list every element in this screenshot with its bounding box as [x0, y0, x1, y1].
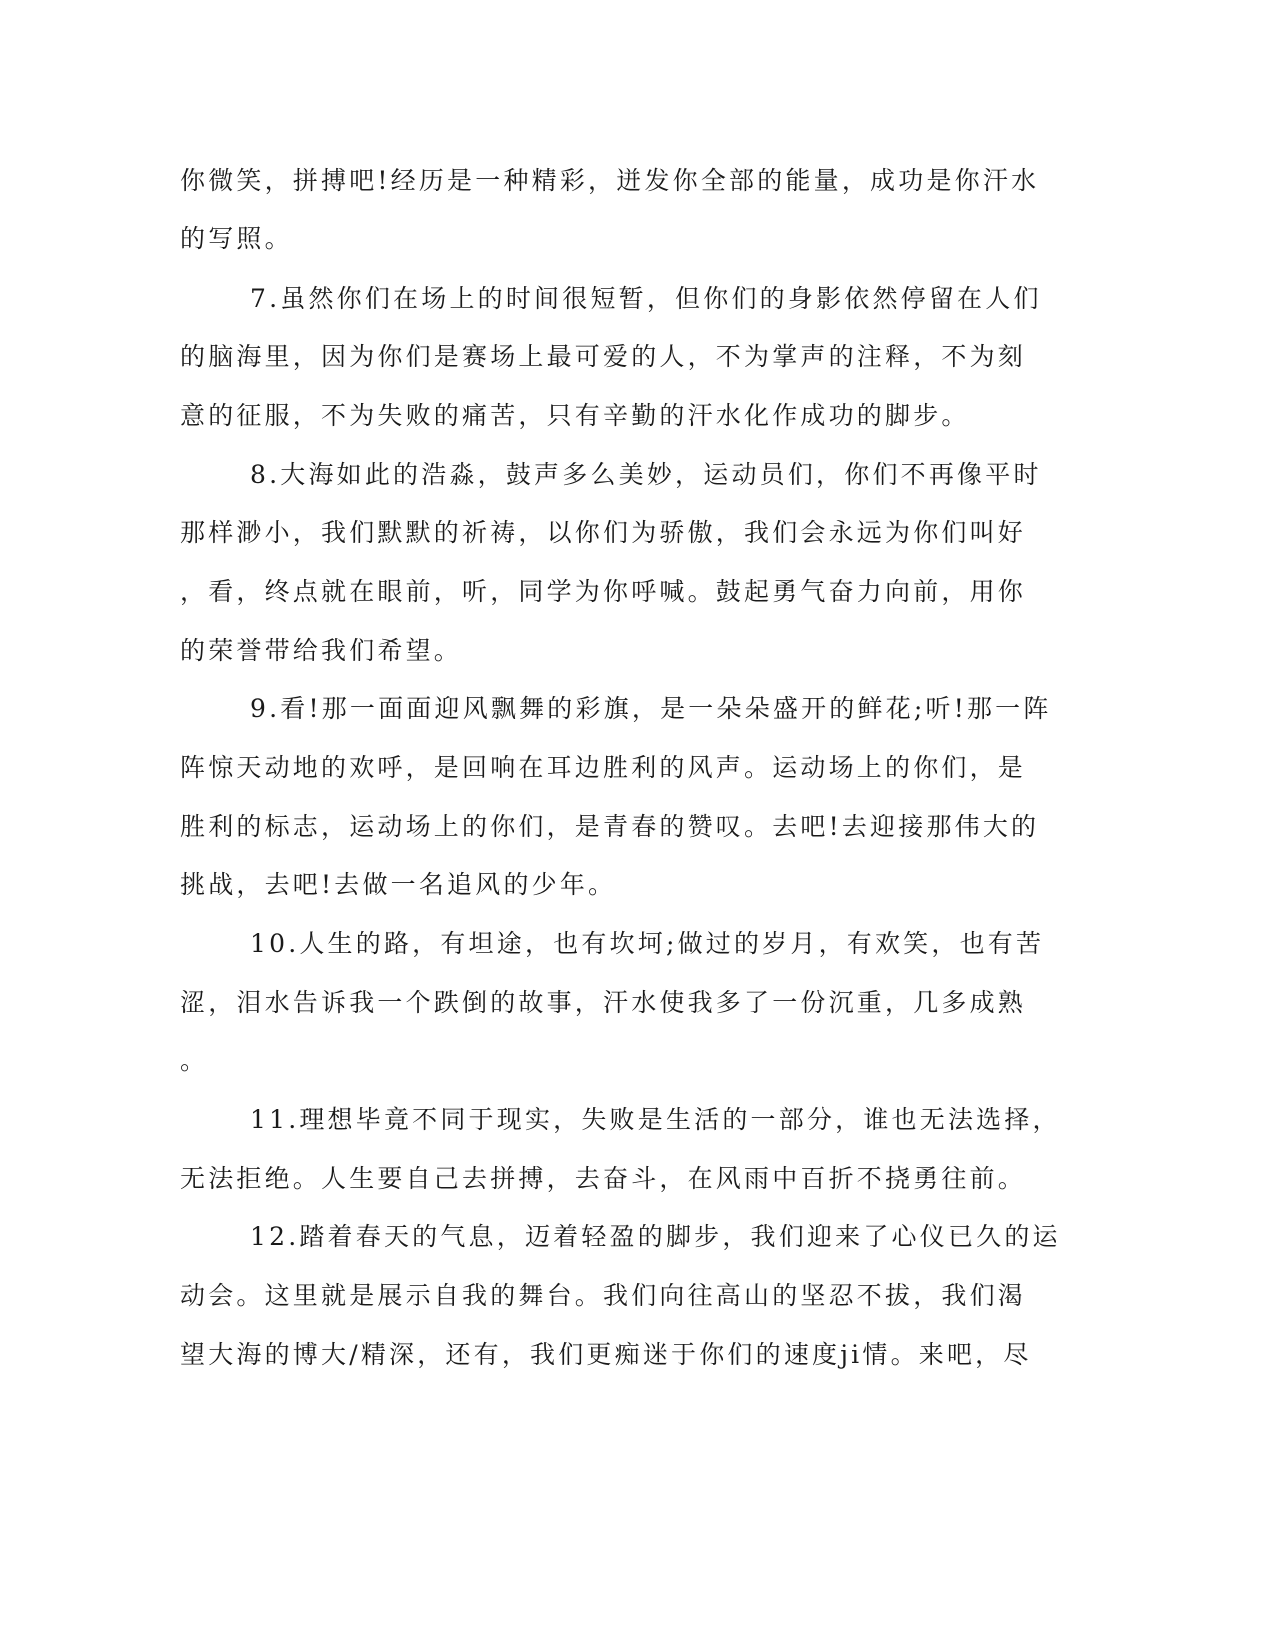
paragraph-11-start: 11.理想毕竟不同于现实，失败是生活的一部分，谁也无法选择， — [250, 1105, 1061, 1134]
paragraph-8-start: 8.大海如此的浩淼，鼓声多么美妙，运动员们，你们不再像平时 — [250, 460, 1042, 489]
text-line: 挑战，去吧!去做一名追风的少年。 — [180, 870, 617, 899]
text-line: 动会。这里就是展示自我的舞台。我们向往高山的坚忍不拔，我们渴 — [180, 1281, 1027, 1310]
paragraph-10-start: 10.人生的路，有坦途，也有坎坷;做过的岁月，有欢笑，也有苦 — [250, 929, 1045, 958]
text-line: 意的征服，不为失败的痛苦，只有辛勤的汗水化作成功的脚步。 — [180, 401, 970, 430]
text-line: 胜利的标志，运动场上的你们，是青春的赞叹。去吧!去迎接那伟大的 — [180, 812, 1040, 841]
text-line: 你微笑，拼搏吧!经历是一种精彩，迸发你全部的能量，成功是你汗水 — [180, 166, 1040, 195]
text-line: 望大海的博大/精深，还有，我们更痴迷于你们的速度ji情。来吧，尽 — [180, 1340, 1032, 1369]
paragraph-7-start: 7.虽然你们在场上的时间很短暂，但你们的身影依然停留在人们 — [250, 284, 1042, 313]
text-line: ，看，终点就在眼前，听，同学为你呼喊。鼓起勇气奋力向前，用你 — [180, 577, 1027, 606]
text-line: 的脑海里，因为你们是赛场上最可爱的人，不为掌声的注释，不为刻 — [180, 342, 1027, 371]
text-line: 阵惊天动地的欢呼，是回响在耳边胜利的风声。运动场上的你们，是 — [180, 753, 1027, 782]
paragraph-12-start: 12.踏着春天的气息，迈着轻盈的脚步，我们迎来了心仪已久的运 — [250, 1222, 1061, 1251]
text-line: 的荣誉带给我们希望。 — [180, 636, 463, 665]
text-line: 涩，泪水告诉我一个跌倒的故事，汗水使我多了一份沉重，几多成熟 — [180, 988, 1027, 1017]
paragraph-9-start: 9.看!那一面面迎风飘舞的彩旗，是一朵朵盛开的鲜花;听!那一阵 — [250, 694, 1052, 723]
text-line: 。 — [180, 1046, 209, 1075]
text-line: 无法拒绝。人生要自己去拼搏，去奋斗，在风雨中百折不挠勇往前。 — [180, 1164, 1027, 1193]
text-line: 那样渺小，我们默默的祈祷，以你们为骄傲，我们会永远为你们叫好 — [180, 518, 1027, 547]
text-line: 的写照。 — [180, 224, 293, 253]
